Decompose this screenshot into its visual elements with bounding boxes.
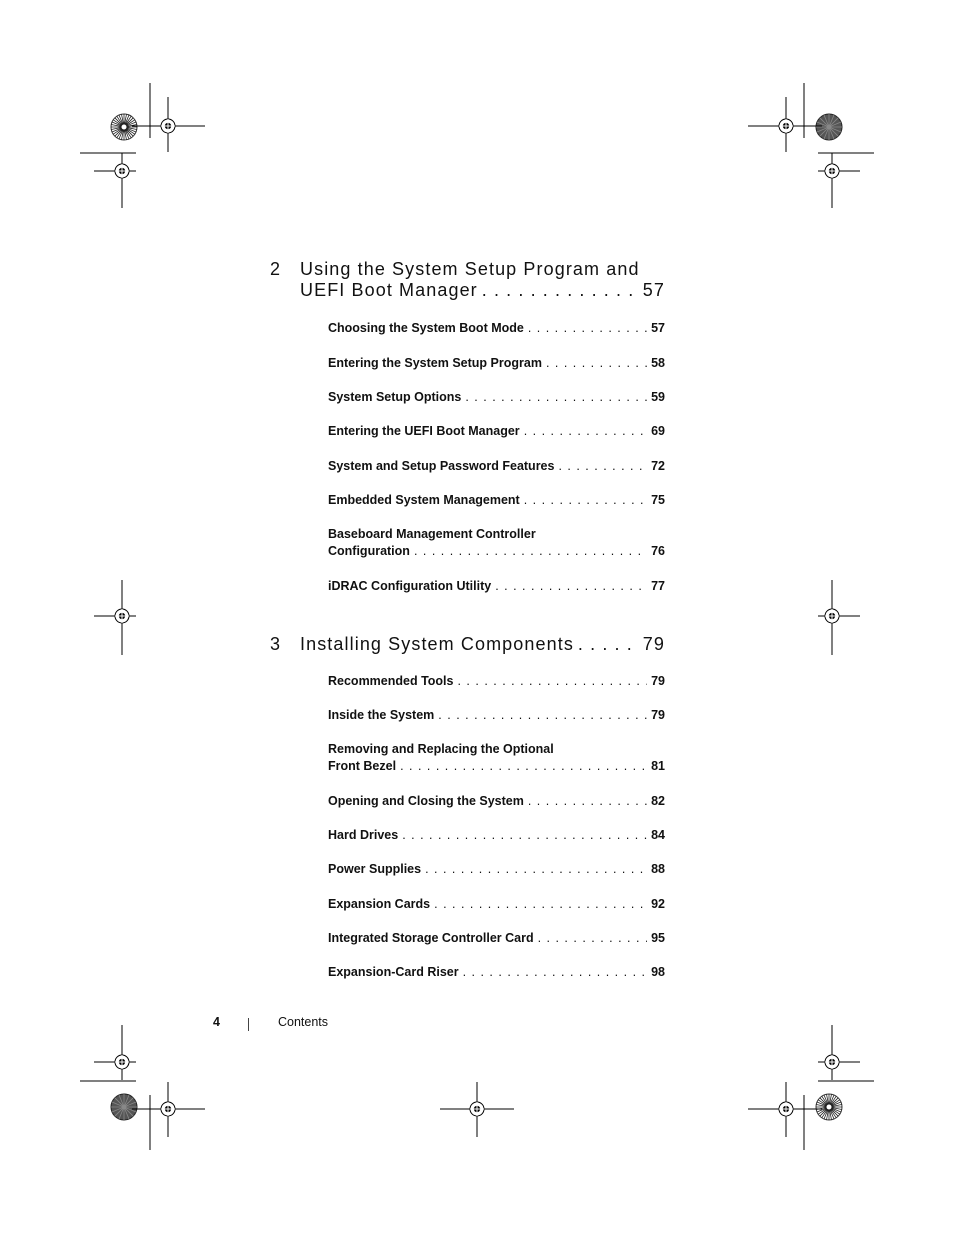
dot-leader — [434, 896, 647, 913]
entry-title-line: Configuration — [328, 544, 410, 558]
page-number: 76 — [651, 544, 665, 558]
page-number: 98 — [651, 965, 665, 979]
toc-entry — [328, 355, 665, 372]
page-number: 81 — [651, 759, 665, 773]
footer-page-number: 4 — [213, 1015, 220, 1029]
footer-separator — [248, 1018, 249, 1031]
page-number: 82 — [651, 794, 665, 808]
dot-leader — [558, 458, 647, 475]
dot-leader — [425, 861, 647, 878]
dot-leader — [528, 793, 647, 810]
dot-leader — [402, 827, 647, 844]
dot-leader — [524, 492, 647, 509]
entry-title: System Setup Options — [328, 390, 462, 404]
page-number: 77 — [651, 579, 665, 593]
toc-entry — [328, 827, 665, 844]
toc-entry — [328, 526, 665, 560]
page-number: 79 — [651, 708, 665, 722]
page-number: 72 — [651, 459, 665, 473]
entry-title: Integrated Storage Controller Card — [328, 931, 534, 945]
chapter-title-line: UEFI Boot Manager — [300, 280, 478, 300]
chapter-number: 3 — [270, 634, 282, 654]
page-number: 59 — [651, 390, 665, 404]
toc-entry — [328, 930, 665, 947]
page-number: 58 — [651, 356, 665, 370]
toc-entry — [328, 896, 665, 913]
dot-leader — [463, 964, 648, 981]
entry-title: Opening and Closing the System — [328, 794, 524, 808]
entry-title: Hard Drives — [328, 828, 399, 842]
toc-entry — [328, 492, 665, 509]
dot-leader — [465, 389, 647, 406]
entry-title-line: Removing and Replacing the Optional — [328, 742, 554, 756]
dot-leader — [495, 578, 647, 595]
page-number: 57 — [651, 321, 665, 335]
dot-leader — [400, 758, 647, 775]
page-number: 95 — [651, 931, 665, 945]
chapter-title-line: Using the System Setup Program and — [300, 259, 640, 279]
toc-entry — [328, 861, 665, 878]
dot-leader — [546, 355, 647, 372]
page-number: 79 — [642, 634, 665, 654]
toc-entry — [328, 389, 665, 406]
chapter-3-heading — [270, 634, 665, 656]
toc-entry — [328, 423, 665, 440]
toc-entry — [328, 320, 665, 337]
toc-entry — [328, 707, 665, 724]
toc-entry — [328, 458, 665, 475]
entry-title: iDRAC Configuration Utility — [328, 579, 492, 593]
toc-entry — [328, 578, 665, 595]
entry-title-line: Baseboard Management Controller — [328, 527, 536, 541]
dot-leader — [528, 320, 647, 337]
entry-title: Choosing the System Boot Mode — [328, 321, 524, 335]
chapter-title — [300, 634, 665, 655]
entry-title-line: Front Bezel — [328, 759, 397, 773]
dot-leader — [438, 707, 647, 724]
page-number: 69 — [651, 424, 665, 438]
entry-title: Embedded System Management — [328, 493, 520, 507]
dot-leader — [538, 930, 648, 947]
chapter-title — [300, 259, 665, 301]
toc-entry — [328, 964, 665, 981]
dot-leader — [578, 634, 637, 655]
entry-title: Expansion-Card Riser — [328, 965, 459, 979]
page-number: 57 — [642, 280, 665, 300]
dot-leader — [457, 673, 647, 690]
chapter-title-line: Installing System Components — [300, 634, 574, 654]
entry-title: Entering the UEFI Boot Manager — [328, 424, 520, 438]
entry-title: System and Setup Password Features — [328, 459, 555, 473]
entry-title: Power Supplies — [328, 862, 422, 876]
chapter-number: 2 — [270, 259, 282, 279]
footer-section-label: Contents — [278, 1015, 329, 1029]
entry-title: Inside the System — [328, 708, 435, 722]
page-number: 84 — [651, 828, 665, 842]
entry-title: Expansion Cards — [328, 897, 431, 911]
page-number: 79 — [651, 674, 665, 688]
page-number: 92 — [651, 897, 665, 911]
dot-leader — [414, 543, 647, 560]
toc-entry — [328, 673, 665, 690]
toc-entry — [328, 741, 665, 775]
toc-entry — [328, 793, 665, 810]
entry-title: Recommended Tools — [328, 674, 454, 688]
page-number: 75 — [651, 493, 665, 507]
chapter-2-heading — [270, 259, 665, 303]
entry-title: Entering the System Setup Program — [328, 356, 542, 370]
dot-leader — [524, 423, 647, 440]
dot-leader — [482, 280, 637, 301]
page-number: 88 — [651, 862, 665, 876]
